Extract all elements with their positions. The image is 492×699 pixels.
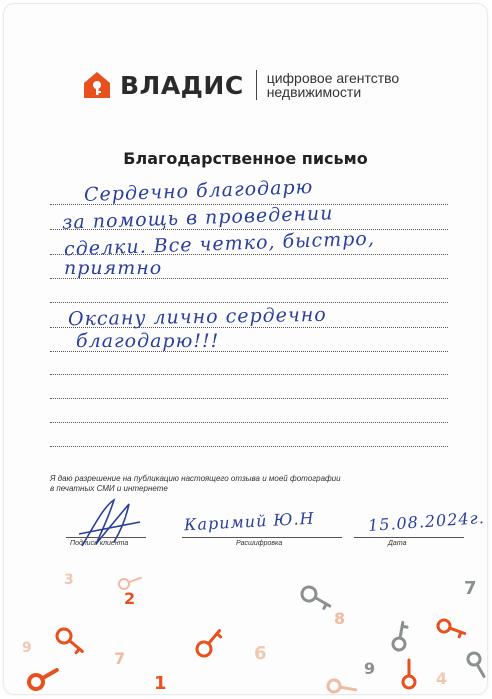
- svg-text:4: 4: [436, 669, 448, 688]
- decode-label: Расшифровка: [236, 540, 283, 547]
- header-divider: [256, 70, 257, 100]
- tagline-line-1: цифровое агентство: [266, 70, 400, 86]
- svg-text:9: 9: [364, 659, 376, 678]
- date-label: Дата: [388, 540, 407, 547]
- svg-text:2: 2: [124, 589, 136, 608]
- svg-text:3: 3: [64, 572, 74, 588]
- consent-line-2: в печатных СМИ и интернете: [50, 484, 168, 493]
- consent-text: [50, 474, 341, 494]
- ruled-line: [50, 422, 448, 423]
- svg-text:9: 9: [22, 640, 32, 656]
- house-key-icon: [82, 70, 112, 100]
- handwritten-line-2: за помощь в проведении: [61, 202, 334, 234]
- date-line: [354, 537, 464, 538]
- decorative-keys-pattern: [4, 564, 487, 694]
- handwritten-date: 15.08.2024г.: [367, 507, 486, 536]
- handwritten-line-5: Оксану лично сердечно: [67, 303, 327, 331]
- svg-text:7: 7: [114, 649, 126, 668]
- handwritten-line-3: сделки. Все четко, быстро,: [63, 227, 376, 261]
- ruled-line: [50, 302, 448, 303]
- handwritten-line-1: Сердечно благодарю: [83, 176, 314, 206]
- ruled-line: [50, 374, 448, 375]
- handwritten-line-4: приятно: [64, 257, 163, 279]
- page-title: Благодарственное письмо: [123, 149, 368, 168]
- header-logo: [82, 70, 437, 100]
- svg-text:6: 6: [254, 643, 267, 664]
- svg-text:7: 7: [464, 578, 477, 599]
- brand-name: ВЛАДИС: [120, 70, 244, 100]
- svg-text:1: 1: [154, 673, 167, 694]
- tagline-line-2: недвижимости: [266, 84, 362, 100]
- brand-tagline: [267, 71, 437, 99]
- signature-line: [66, 537, 146, 538]
- ruled-line: [50, 446, 448, 447]
- signature-label: Подпись клиента: [70, 540, 129, 547]
- decode-line: [182, 537, 342, 538]
- handwritten-decode: Каримий Ю.Н: [183, 508, 315, 535]
- consent-line-1: Я даю разрешение на публикацию настоящего отзыва и моей фотографии: [50, 474, 341, 483]
- ruled-line: [50, 398, 448, 399]
- key-icon: [26, 573, 487, 694]
- handwritten-line-6: благодарю!!!: [76, 330, 220, 352]
- letter-sheet: [4, 4, 487, 694]
- svg-text:8: 8: [334, 609, 346, 628]
